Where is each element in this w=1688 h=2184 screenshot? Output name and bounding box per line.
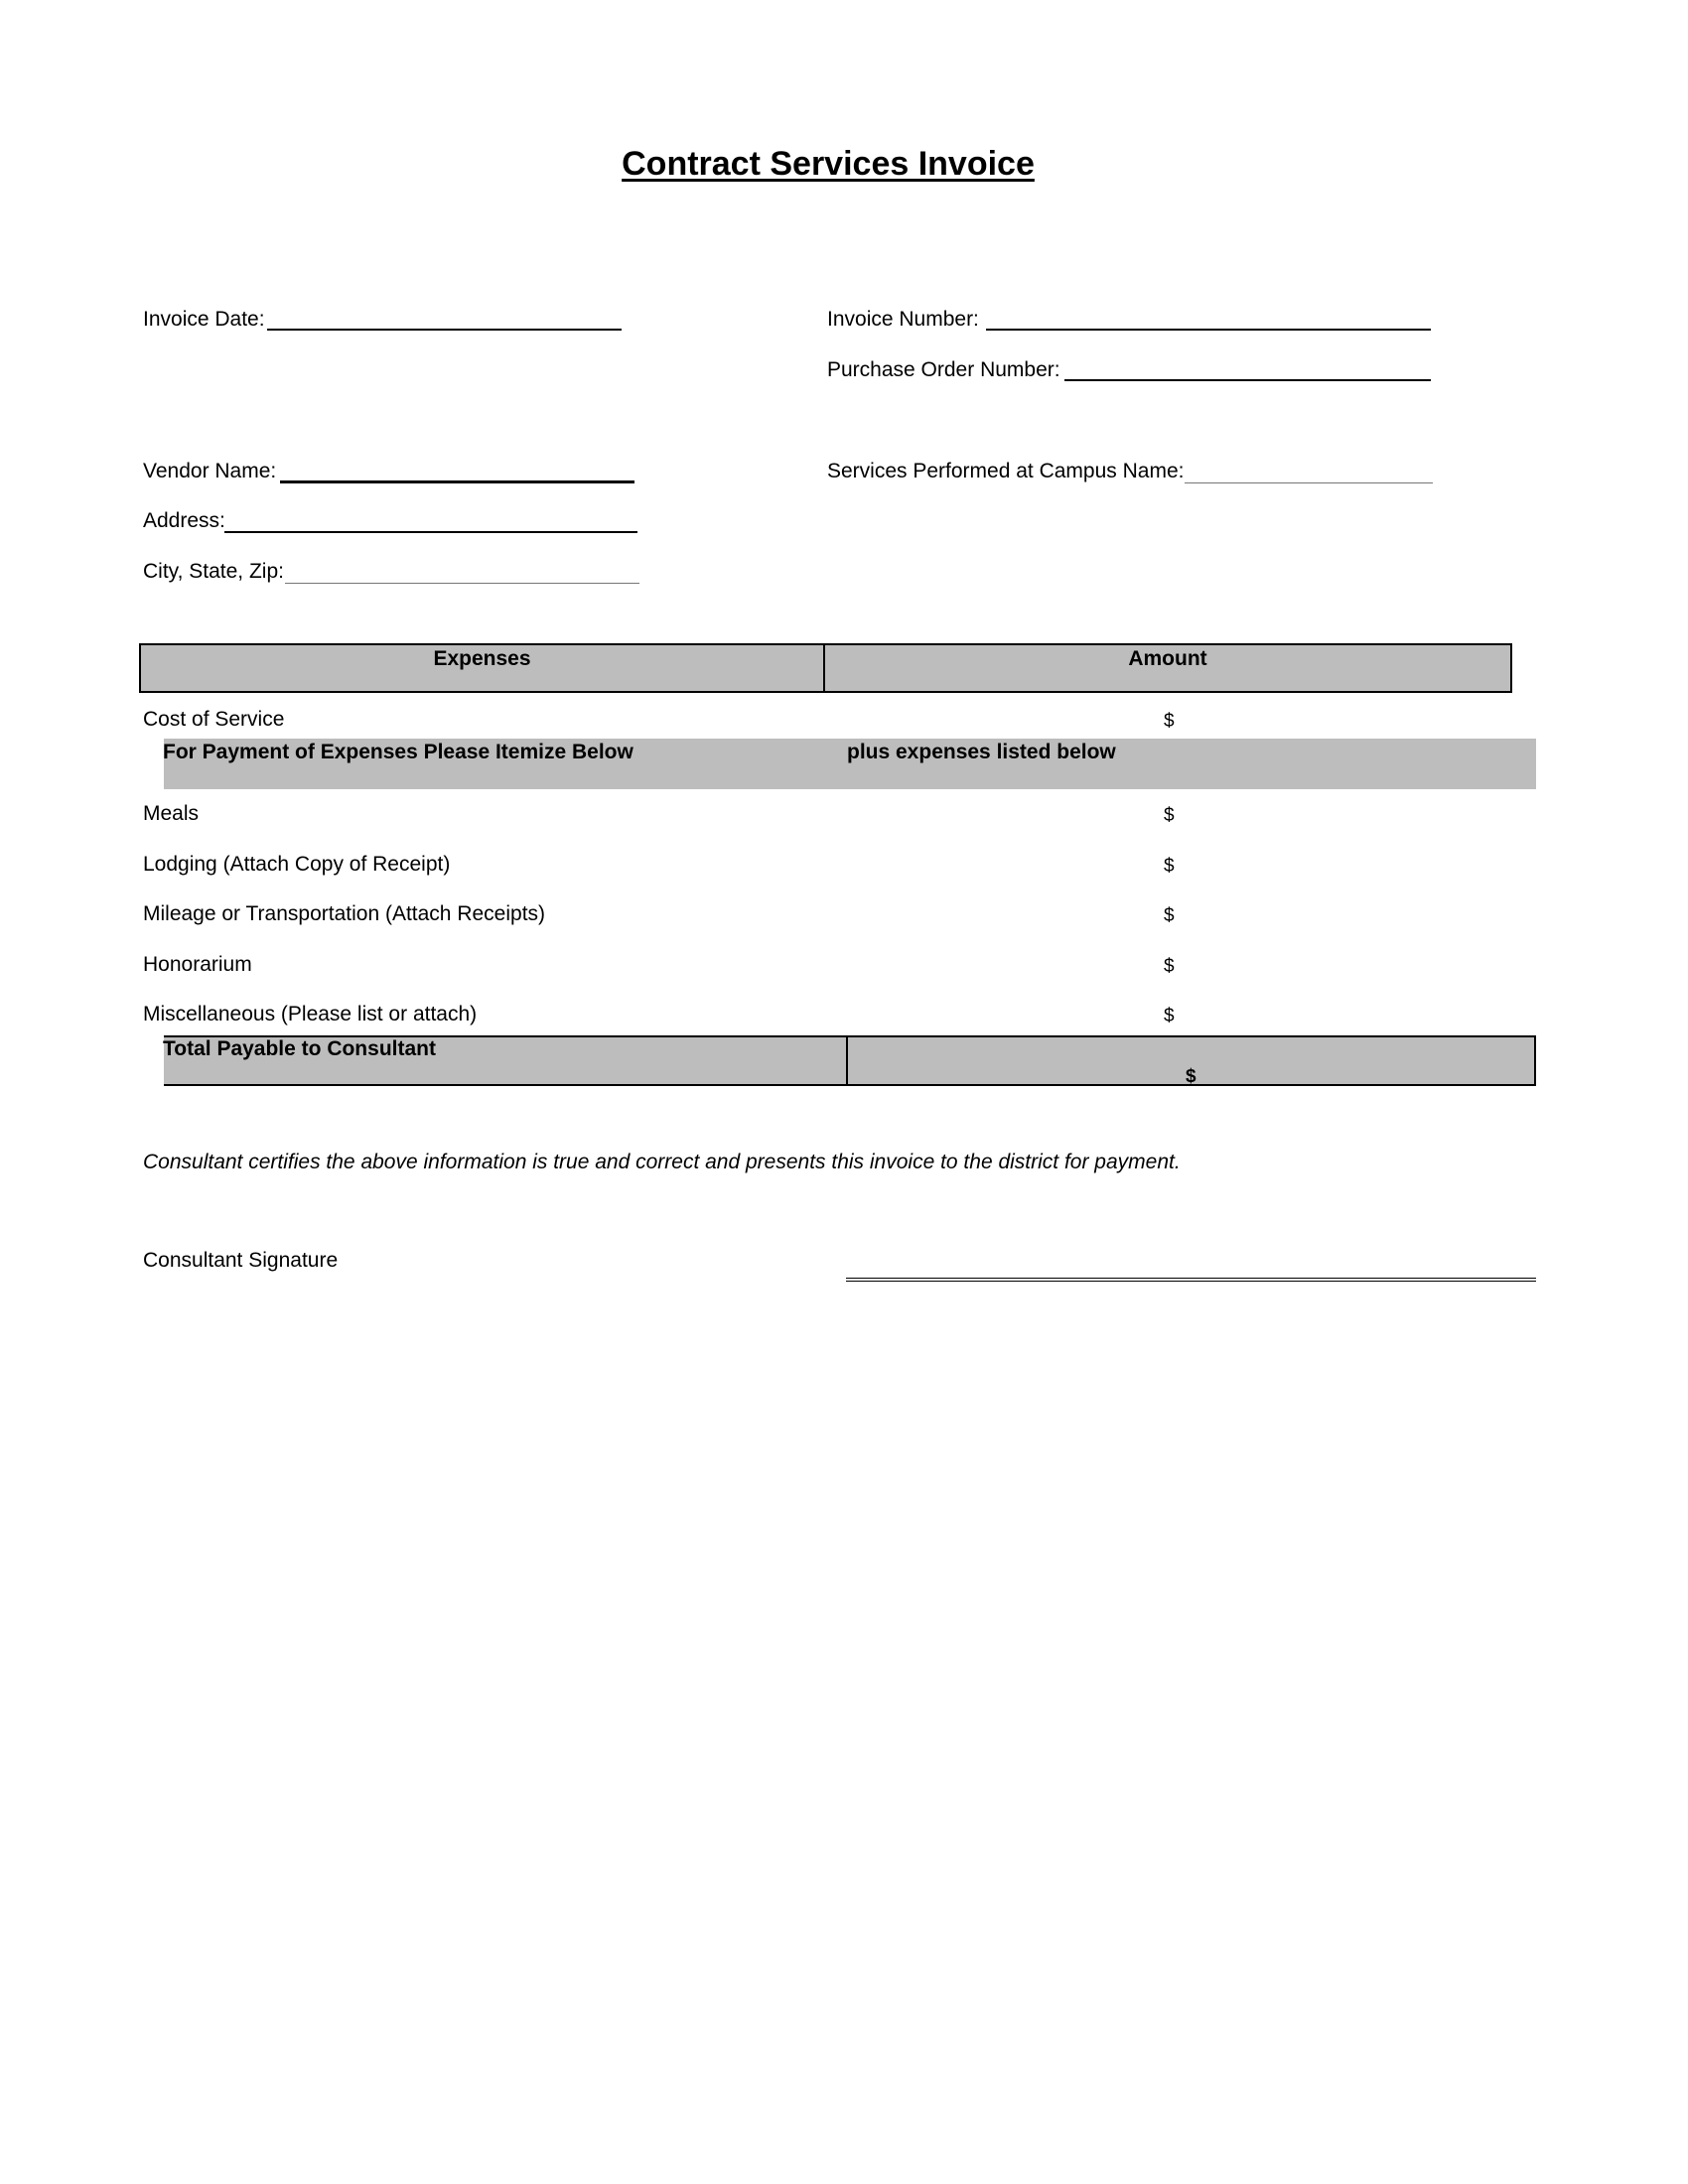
- cost-of-service-label: Cost of Service: [143, 708, 285, 731]
- expense-row-amount[interactable]: $: [1164, 856, 1175, 877]
- expenses-header-label: Expenses: [433, 647, 531, 670]
- campus-name-field[interactable]: [1185, 482, 1433, 483]
- city-state-zip-field[interactable]: [285, 583, 639, 584]
- invoice-number-label: Invoice Number:: [827, 308, 979, 331]
- total-label: Total Payable to Consultant: [163, 1037, 436, 1060]
- amount-header: [823, 643, 1512, 693]
- certification-text: Consultant certifies the above information is true and correct and presents this invoice to the district for payment.: [143, 1151, 1181, 1173]
- invoice-number-field[interactable]: [986, 329, 1431, 331]
- expense-row-amount[interactable]: $: [1164, 956, 1175, 977]
- expense-row-label: Meals: [143, 802, 200, 825]
- vendor-name-field[interactable]: [280, 480, 634, 483]
- expense-row-label: Lodging (Attach Copy of Receipt): [143, 853, 451, 876]
- expense-row-amount[interactable]: $: [1164, 805, 1175, 826]
- address-label: Address:: [143, 509, 225, 532]
- city-state-zip-label: City, State, Zip:: [143, 560, 284, 583]
- cost-of-service-amount[interactable]: $: [1164, 711, 1175, 732]
- total-amount[interactable]: $: [1186, 1066, 1196, 1087]
- expense-row-label: Mileage or Transportation (Attach Receipts): [143, 902, 546, 925]
- vendor-name-label: Vendor Name:: [143, 460, 277, 482]
- expense-row-amount[interactable]: $: [1164, 1006, 1175, 1026]
- total-row-divider: [846, 1035, 848, 1086]
- signature-label: Consultant Signature: [143, 1249, 339, 1272]
- address-field[interactable]: [224, 531, 637, 533]
- invoice-date-field[interactable]: [267, 329, 622, 331]
- campus-name-label: Services Performed at Campus Name:: [827, 460, 1185, 482]
- signature-line[interactable]: [846, 1278, 1536, 1282]
- amount-header-label: Amount: [1128, 647, 1207, 670]
- po-number-label: Purchase Order Number:: [827, 358, 1060, 381]
- page-title: Contract Services Invoice: [622, 145, 1035, 183]
- expense-row-label: Miscellaneous (Please list or attach): [143, 1003, 478, 1025]
- invoice-date-label: Invoice Date:: [143, 308, 265, 331]
- expense-row-amount[interactable]: $: [1164, 905, 1175, 926]
- expenses-header: [139, 643, 825, 693]
- expense-row-label: Honorarium: [143, 953, 252, 976]
- itemize-note: For Payment of Expenses Please Itemize Below: [163, 741, 633, 763]
- plus-expenses-note: plus expenses listed below: [847, 741, 1116, 763]
- po-number-field[interactable]: [1064, 379, 1431, 381]
